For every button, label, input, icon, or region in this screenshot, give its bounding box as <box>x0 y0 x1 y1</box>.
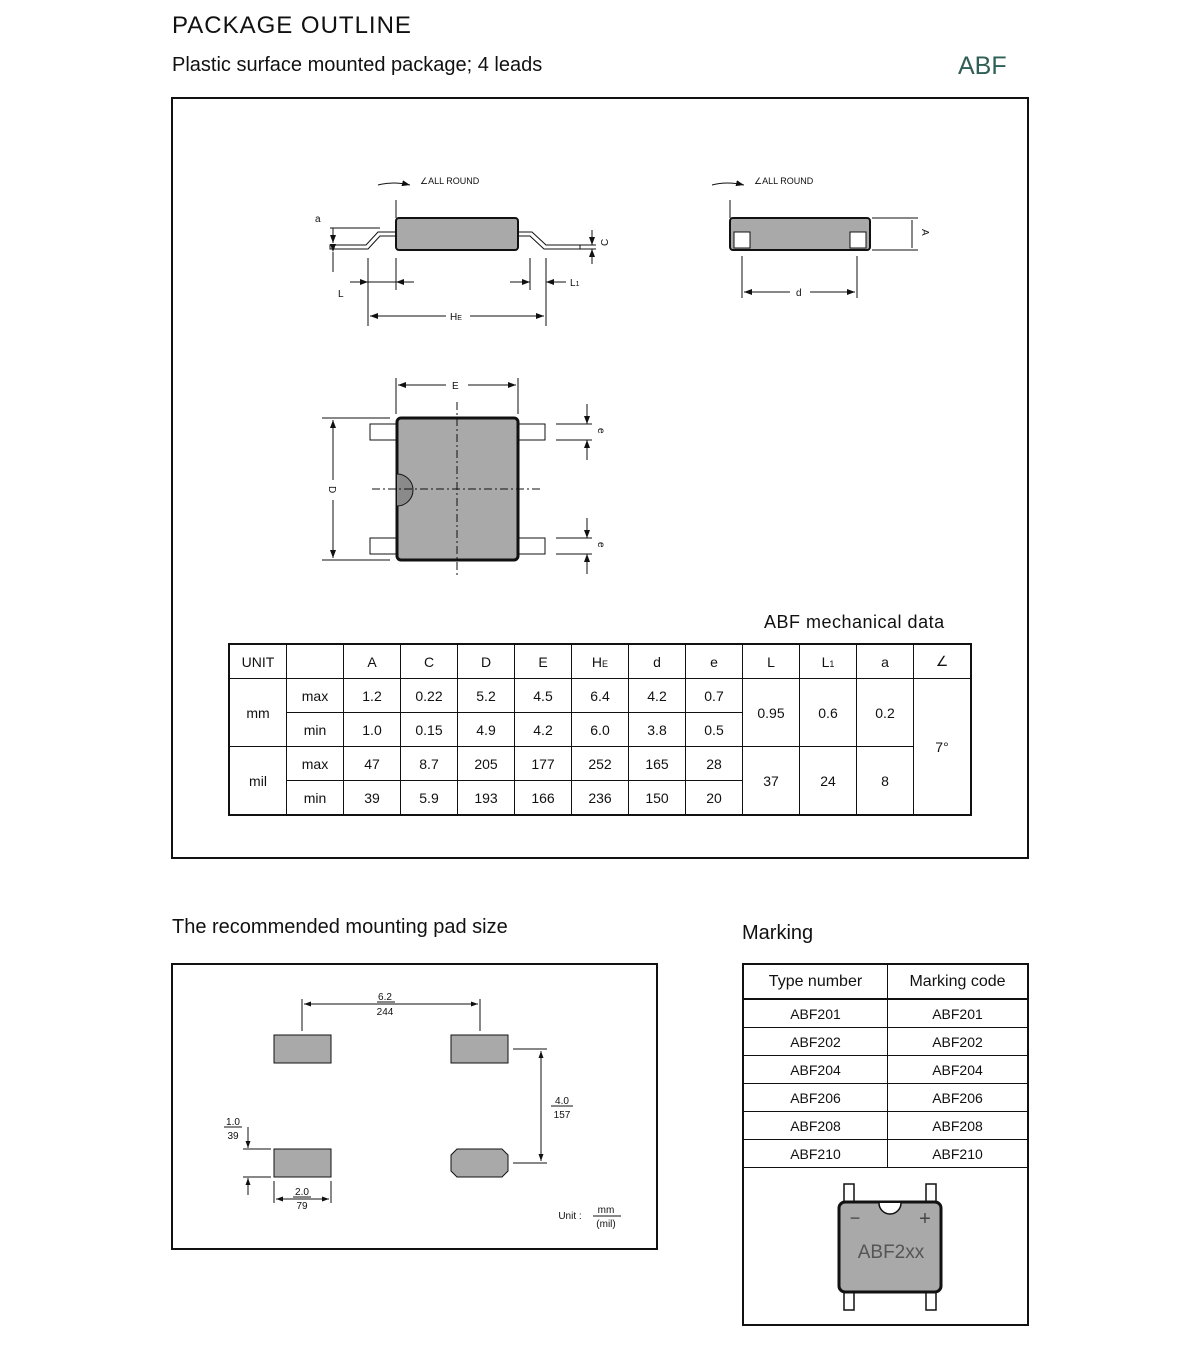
svg-text:mm: mm <box>597 1205 615 1216</box>
table-row: min 39 5.9 193 166 236 150 20 <box>229 781 971 816</box>
side-view-body <box>396 218 518 250</box>
svg-text:4.0: 4.0 <box>555 1096 569 1107</box>
table-row: ABF201 ABF201 <box>743 999 1028 1028</box>
table-header-cell: L <box>743 644 800 679</box>
end-view-body <box>730 218 870 250</box>
table-header-row <box>229 644 971 679</box>
table-header-cell: E <box>515 644 572 679</box>
svg-text:L: L <box>338 289 344 300</box>
table-header-cell: ∠ <box>914 644 972 679</box>
chip-minus: − <box>849 1208 861 1228</box>
table-row: ABF210 ABF210 <box>743 1140 1028 1168</box>
table-header-cell: D <box>458 644 515 679</box>
table-row: ABF202 ABF202 <box>743 1028 1028 1056</box>
table-header-row <box>743 964 1028 999</box>
pad-top-right <box>451 1035 508 1063</box>
table-row: mil max 47 8.7 205 177 252 165 28 37 24 8 <box>229 747 971 781</box>
svg-text:e: e <box>595 542 606 548</box>
table-header-cell: e <box>686 644 743 679</box>
table-row: ABF208 ABF208 <box>743 1112 1028 1140</box>
pad-bottom-left <box>274 1149 331 1177</box>
table-header-cell: A <box>344 644 401 679</box>
pad-top-left <box>274 1035 331 1063</box>
table-header-cell <box>287 644 344 679</box>
table-header-cell: Marking code <box>888 964 1029 999</box>
table-header-cell: d <box>629 644 686 679</box>
table-header-cell: UNIT <box>229 644 287 679</box>
svg-text:244: 244 <box>376 1007 394 1018</box>
table-header-cell: L1 <box>800 644 857 679</box>
table-header-cell: a <box>857 644 914 679</box>
svg-text:d: d <box>796 288 802 299</box>
table-row: ABF204 ABF204 <box>743 1056 1028 1084</box>
svg-text:a: a <box>315 214 321 225</box>
svg-text:(mil): (mil) <box>596 1219 616 1230</box>
all-round-label-2: ∠ALL ROUND <box>754 176 814 186</box>
svg-text:e: e <box>595 428 606 434</box>
marking-table <box>742 963 1029 1168</box>
mechanical-data-table <box>228 643 972 816</box>
pad-size-drawing <box>171 963 658 1250</box>
marking-title: Marking <box>742 922 814 944</box>
svg-text:6.2: 6.2 <box>378 992 392 1003</box>
all-round-label: ∠ALL ROUND <box>420 176 480 186</box>
table-row: min 1.0 0.15 4.9 4.2 6.0 3.8 0.5 <box>229 713 971 747</box>
table-header-cell: Type number <box>743 964 888 999</box>
svg-text:Unit :: Unit : <box>558 1211 582 1222</box>
pad-size-title: The recommended mounting pad size <box>172 916 508 938</box>
svg-text:HE: HE <box>450 312 462 323</box>
svg-text:157: 157 <box>553 1110 571 1121</box>
svg-text:E: E <box>452 381 459 392</box>
marking-chip-drawing <box>742 1170 1029 1326</box>
svg-text:C: C <box>600 238 611 246</box>
page-title: PACKAGE OUTLINE <box>172 12 412 39</box>
chip-marking-text: ABF2xx <box>857 1242 925 1263</box>
package-code: ABF <box>958 52 1007 80</box>
svg-text:A: A <box>919 229 930 236</box>
svg-text:L1: L1 <box>570 278 580 289</box>
table-row: ABF206 ABF206 <box>743 1084 1028 1112</box>
side-view-leads <box>330 232 396 249</box>
svg-text:39: 39 <box>227 1131 239 1142</box>
mechanical-data-title: ABF mechanical data <box>764 612 945 632</box>
page-subtitle: Plastic surface mounted package; 4 leads <box>172 54 543 76</box>
svg-text:1.0: 1.0 <box>226 1117 240 1128</box>
svg-text:2.0: 2.0 <box>295 1187 309 1198</box>
svg-text:D: D <box>326 486 337 494</box>
chip-plus: + <box>919 1208 931 1230</box>
table-row: mm max 1.2 0.22 5.2 4.5 6.4 4.2 0.7 0.95 0.6 0.2 7° <box>229 679 971 713</box>
svg-text:79: 79 <box>296 1201 308 1212</box>
table-header-cell: HE <box>572 644 629 679</box>
pad-bottom-right <box>451 1149 508 1177</box>
table-header-cell: C <box>401 644 458 679</box>
